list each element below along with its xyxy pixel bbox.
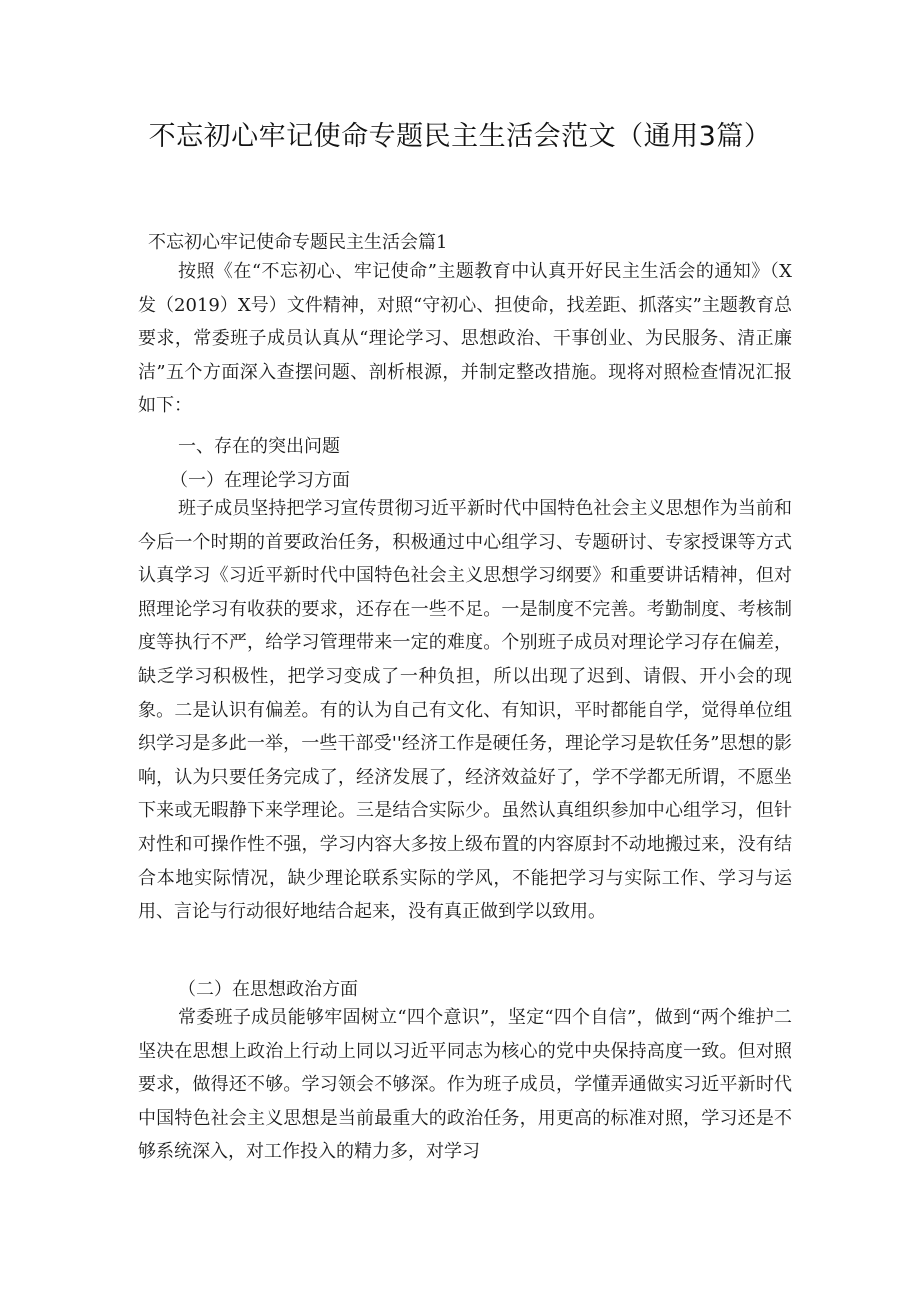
heading-existing-problems: 一、存在的突出问题 (178, 436, 340, 457)
intro-paragraph: 按照《在“不忘初心、牢记使命”主题教育中认真开好民主生活会的通知》（X发（2019）X号）文件精神，对照“守初心、担使命，找差距、抓落实”主题教育总要求，常委班子成员认真从“理论学习、思想政治、干事创业、为民服务、清正廉洁”五个方面深入查摆问题、剖析根源，并制定整改措施。现将对照检查情况汇报如下： (138, 261, 792, 417)
subheading-theory-study: （一）在理论学习方面 (170, 470, 350, 491)
subheading-ideology-politics: （二）在思想政治方面 (178, 979, 358, 1000)
paragraph-theory-study: 班子成员坚持把学习宣传贯彻习近平新时代中国特色社会主义思想作为当前和今后一个时期的首要政治任务，积极通过中心组学习、专题研讨、专家授课等方式认真学习《习近平新时代中国特色社会主义思想学习纲要》和重要讲话精神，但对照理论学习有收获的要求，还存在一些不足。一是制度不完善。考勤制度、考核制度等执行不严，给学习管理带来一定的难度。个别班子成员对理论学习存在偏差，缺乏学习积极性，把学习变成了一种负担，所以出现了迟到、请假、开小会的现象。二是认识有偏差。有的认为自己有文化、有知识，平时都能自学，觉得单位组织学习是多此一举，一些干部受''经济工作是硬任务，理论学习是软任务”思想的影响，认为只要任务完成了，经济发展了，经济效益好了，学不学都无所谓，不愿坐下来或无暇静下来学理论。三是结合实际少。虽然认真组织参加中心组学习，但针对性和可操作性不强，学习内容大多按上级布置的内容原封不动地搬过来，没有结合本地实际情况，缺少理论联系实际的学风，不能把学习与实际工作、学习与运用、言论与行动很好地结合起来，没有真正做到学以致用。 (138, 498, 792, 923)
section-heading: 不忘初心牢记使命专题民主生活会篇1 (148, 232, 448, 253)
document-title: 不忘初心牢记使命专题民主生活会范文（通用3篇） (148, 121, 772, 152)
paragraph-ideology-politics: 常委班子成员能够牢固树立“四个意识”，坚定“四个自信”，做到“两个维护二坚决在思想上政治上行动上同以习近平同志为核心的党中央保持高度一致。但对照要求，做得还不够。学习领会不够深。作为班子成员，学懂弄通做实习近平新时代中国特色社会主义思想是当前最重大的政治任务，用更高的标准对照，学习还是不够系统深入，对工作投入的精力多，对学习 (138, 1007, 792, 1163)
